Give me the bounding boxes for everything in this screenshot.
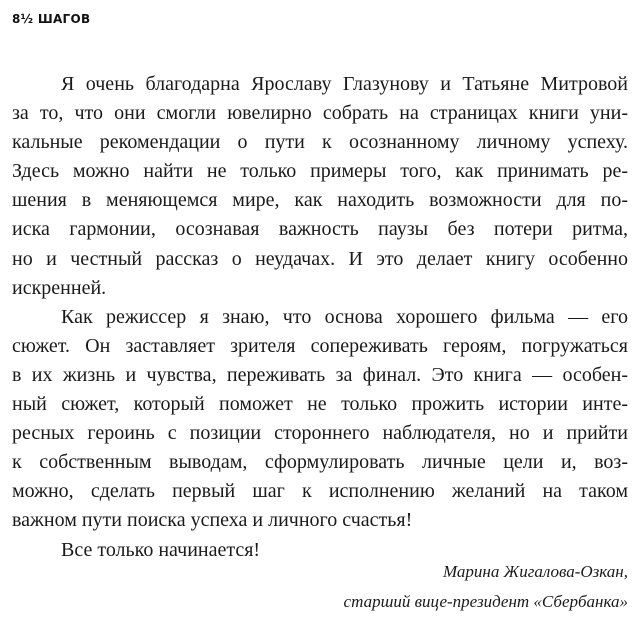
- body-text: [12, 70, 628, 565]
- text-line: Я очень благодарна Ярославу Глазунову и Татьяне Митровой: [61, 73, 628, 95]
- text-line: ный сюжет, который поможет не только прожить истории инте-: [12, 393, 628, 416]
- text-line: Все только начинается!: [61, 538, 261, 561]
- text-line: к собственным выводам, сформулировать личные цели и, воз-: [12, 451, 628, 474]
- signature-block: [344, 557, 628, 616]
- text-line: можно, сделать первый шаг к исполнению желаний на таком: [12, 480, 628, 503]
- text-line: искренней.: [12, 276, 107, 299]
- text-line: кальные рекомендации о пути к осознанному личному успеху.: [12, 131, 628, 154]
- text-line: Как режиссер я знаю, что основа хорошего фильма — его: [61, 305, 628, 328]
- text-line: важном пути поиска успеха и личного счастья!: [12, 509, 413, 532]
- running-head: 8½ ШАГОВ: [12, 12, 91, 26]
- paragraph-2: [12, 303, 628, 536]
- paragraph-1: [12, 70, 628, 303]
- signature-title: старший вице-президент «Сбербанка»: [343, 591, 628, 611]
- text-line: за то, что они смогли ювелирно собрать на страницах книги уни-: [12, 102, 628, 125]
- text-line: шения в меняющемся мире, как находить возможности для по-: [12, 189, 628, 212]
- text-line: сюжет. Он заставляет зрителя сопереживать героям, погружаться: [12, 334, 628, 357]
- text-line: но и честный рассказ о неудачах. И это делает книгу особенно: [12, 247, 628, 270]
- text-line: Здесь можно найти не только примеры того, как принимать ре-: [12, 160, 628, 183]
- signature-name: Марина Жигалова-Озкан,: [443, 562, 628, 581]
- text-line: иска гармонии, осознавая важность паузы без потери ритма,: [12, 218, 628, 241]
- text-line: в их жизнь и чувства, переживать за финал. Это книга — особен-: [12, 363, 628, 386]
- text-line: ресных героинь с позиции стороннего наблюдателя, но и прийти: [12, 422, 628, 445]
